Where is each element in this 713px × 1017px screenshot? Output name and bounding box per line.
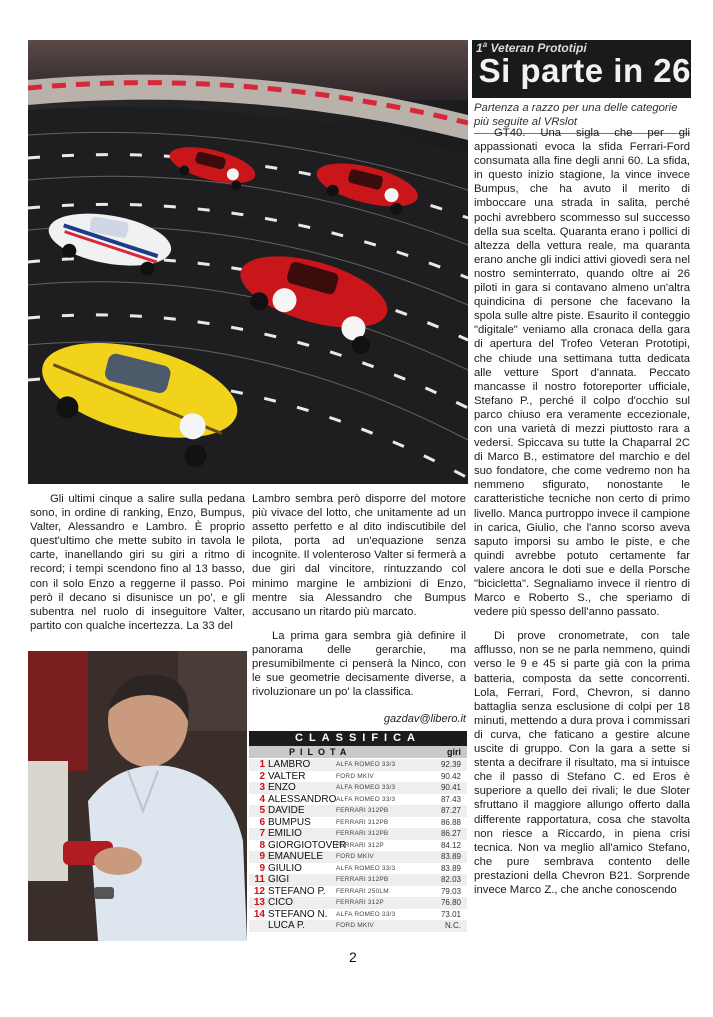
position: 8	[259, 839, 265, 851]
laps: 90.41	[440, 783, 461, 792]
laps: N.C.	[445, 921, 461, 930]
slot-cars-track-illustration	[28, 40, 468, 484]
table-row	[249, 771, 467, 783]
driver-name: EMANUELE	[268, 851, 324, 862]
laps: 76.80	[440, 898, 461, 907]
car-model: FERRARI 250LM	[336, 887, 389, 895]
position: 7	[259, 828, 265, 839]
driver-name: GIGI	[268, 874, 290, 885]
paragraph: Di prove cronometrate, con tale afflusso, non se ne parla nemmeno, quindi verso le 9 e 45 si parte già con la prima batteria, composta da sette concorrenti. Lola, Ferrari, Ford, Chevron, si danno battaglia senza esclusione di colpi per 18 minuti, mettendo a dura prova i commissari di curva, che faticano a gestire alcune uscite di gruppo. Con la gara a sette si stenta a decifrare il risultato, ma si intuisce che il passo di Stefano C. ed Eros è superiore a quello dei rivali; le due Sloter sfruttano il maggiore allungo offerto dalla differente rapportatura, cosa che stavolta non riesce a Riccardo, in piena crisi tecnica. Non va meglio all'amico Stefano, che pure sembrava contento delle prestazioni della Chevron B21. Sorprende invece Marco Z., che anche conoscendo	[474, 630, 690, 896]
table-row	[249, 828, 467, 840]
table-row	[249, 794, 467, 806]
table-row	[249, 805, 467, 817]
driver-name: ENZO	[268, 782, 296, 793]
laps: 86.27	[440, 829, 461, 838]
paragraph: GT40. Una sigla che per gli appassionati evoca la sfida Ferrari-Ford consumata alla fine degli anni 60. La sfida, in questo inizio stagione, la vince invece Bumpus, che ha avuto il merito di imboccare una strada in salita, perché pochi avrebbero scommesso sul successo della sua scelta. Quaranta erano i pollici di altezza della vettura reale, ma quaranta erano anche gli indici attivi giovedì sera nel nostro seminterrato, quando oltre ai 26 piloti in gara si contavano almeno un'altra quindicina di persone che facevano la spola sulle altre piste. Esaurito il conteggio "digitale" veniamo alla cronaca della gara di apertura del Trofeo Veteran Prototipi, che chiude una settimana tutta dedicata alle vetture Sport d'annata. Peccato mancasse il nostro fotoreporter ufficiale, Stefano P., perché il colpo d'occhio sul parco chiuso era veramente eccezionale, con una varietà di mezzi piuttosto rara a vedersi. Spiccava su tutte la Chaparral 2C di Marco B., estimatore del marchio e del suo fondatore, che come vedremo non ha nemmeno sfigurato, nonostante le caratteristiche tecniche non certo di primo livello. Manca purtroppo invece il campione in carica, Giulio, che l'anno scorso aveva saputo imporsi su ambo le piste, e che quindi avrebbe potuto certamente far valere ancora le doti sue e della Porsche "bicicletta". Segnaliamo invece il rientro di Marco e Roberto S., che speriamo di vedere più spesso dell'anno passato.	[474, 127, 691, 619]
position: 13	[253, 897, 265, 908]
column-header-pilota: PILOTA	[289, 747, 352, 757]
position: 4	[259, 793, 265, 805]
car-model: FERRARI 312P	[336, 899, 384, 906]
table-row	[249, 897, 467, 909]
table-row	[249, 874, 467, 886]
position: 12	[253, 885, 265, 897]
category-number: 1	[476, 41, 483, 55]
table-row	[249, 851, 467, 863]
laps: 90.42	[440, 771, 461, 781]
driver-name: EMILIO	[268, 828, 302, 839]
table-row	[249, 840, 467, 852]
classifica-table	[249, 759, 467, 932]
position: 2	[259, 770, 265, 782]
classifica-header-row	[249, 746, 467, 758]
classifica-title: CLASSIFICA	[249, 731, 467, 746]
article-title: Si parte in 26	[478, 52, 691, 89]
position: 6	[259, 816, 265, 828]
paragraph: Gli ultimi cinque a salire sulla pedana sono, in ordine di ranking, Enzo, Bumpus, Valter, Alessandro e Lambro. È proprio quest'ultimo che mette subito in tavola le carte, inanellando giri su giri a ritmo di record; i tempi scendono fino al 13 basso, con il solo Enzo a reggerne il passo. Poi però il decano si disunisce un po', e gli subentra nel ruolo di inseguitore Valter, partito con qualche incertezza. La 33 del	[30, 493, 245, 632]
column-header-giri: giri	[446, 747, 461, 757]
laps: 86.88	[440, 817, 461, 827]
driver-name: DAVIDE	[268, 805, 305, 816]
laps: 82.03	[440, 875, 461, 884]
car-model: FERRARI 312PB	[336, 830, 389, 837]
driver-name: VALTER	[268, 770, 306, 782]
laps: 92.39	[440, 760, 461, 769]
category-sup: a	[482, 40, 488, 49]
position: 3	[259, 782, 265, 793]
table-row	[249, 782, 467, 794]
table-row	[249, 909, 467, 921]
driver-name: GIORGIOTOVER	[268, 839, 347, 851]
driver-illustration	[28, 651, 247, 941]
car-model: FERRARI 312PB	[336, 818, 389, 826]
author-email: gazdav@libero.it	[383, 713, 466, 725]
laps: 87.43	[440, 794, 461, 804]
car-model: FERRARI 312P	[336, 841, 384, 849]
position: 1	[259, 759, 265, 770]
car-model: FORD MKIV	[336, 853, 374, 860]
car-model: FORD MKIV	[336, 922, 374, 929]
laps: 83.89	[440, 852, 461, 861]
article-column-middle	[252, 492, 466, 699]
car-model: FERRARI 312PB	[336, 876, 389, 883]
driver-name: BUMPUS	[268, 816, 311, 828]
car-model: FORD MKIV	[336, 772, 374, 780]
table-row	[249, 920, 467, 932]
race-photo	[28, 40, 468, 484]
car-model: ALFA ROMEO 33/3	[336, 795, 396, 803]
article-column-left	[30, 492, 245, 633]
paragraph: Lambro sembra però disporre del motore più vivace del lotto, che unitamente ad un assetto perfetto e al dito indiscutibile del pilota, porta ad un'equazione senza incognite. Il volenteroso Valter si fermerà a due giri dal vincitore, rintuzzando col minimo margine le ambizioni di Enzo, mentre sia Alessandro che Bumpus accusano un ritardo più marcato.	[252, 493, 466, 618]
table-row	[249, 863, 467, 875]
laps: 79.03	[440, 886, 461, 896]
laps: 87.27	[440, 806, 461, 815]
driver-name: GIULIO	[268, 862, 302, 874]
position: 9	[259, 862, 265, 874]
laps: 73.01	[440, 909, 461, 919]
car-model: ALFA ROMEO 33/3	[336, 761, 396, 768]
position: 9	[259, 851, 265, 862]
article-subtitle: Partenza a razzo per una delle categorie più seguite al VRslot	[474, 101, 690, 134]
category-text: Veteran Prototipi	[490, 41, 587, 55]
table-row	[249, 759, 467, 771]
driver-name: CICO	[268, 897, 293, 908]
car-model: FERRARI 312PB	[336, 807, 389, 814]
paragraph: La prima gara sembra già definire il panorama delle gerarchie, ma presumibilmente ci penserà la Ninco, con le sue geometrie decisamente diverse, a rivoluzionare un po' la classifica.	[252, 629, 466, 699]
table-row	[249, 886, 467, 898]
position: 14	[253, 908, 265, 920]
driver-photo	[28, 651, 247, 941]
car-model: ALFA ROMEO 33/3	[336, 784, 396, 791]
position: 5	[259, 805, 265, 816]
driver-name: STEFANO N.	[268, 908, 328, 920]
driver-name: STEFANO P.	[268, 885, 326, 897]
page-number: 2	[349, 949, 357, 965]
article-column-right	[474, 126, 690, 897]
table-row	[249, 817, 467, 829]
driver-name: LAMBRO	[268, 759, 311, 770]
car-model: ALFA ROMEO 33/3	[336, 864, 396, 872]
driver-name: LUCA P.	[268, 920, 306, 931]
laps: 84.12	[440, 840, 461, 850]
car-model: ALFA ROMEO 33/3	[336, 910, 396, 918]
laps: 83.89	[440, 863, 461, 873]
driver-name: ALESSANDRO	[268, 793, 337, 805]
position: 11	[254, 874, 265, 885]
